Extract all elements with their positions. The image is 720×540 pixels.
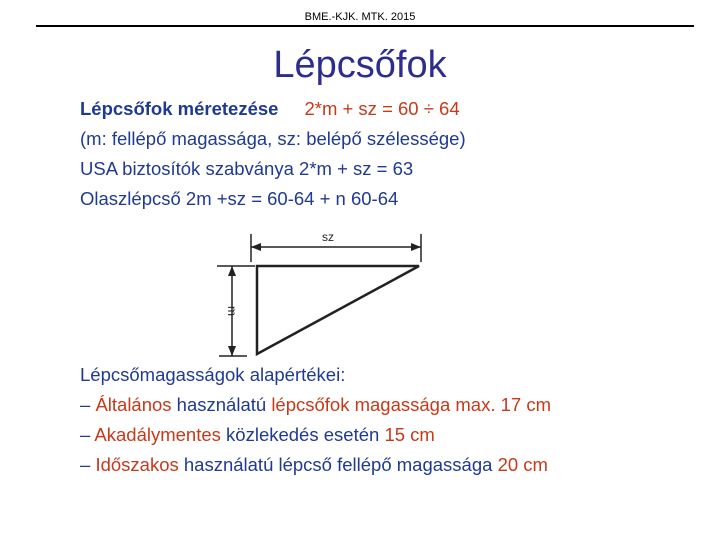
intro-heading: Lépcsőfok méretezése	[80, 98, 279, 119]
slide-title: Lépcsőfok	[273, 44, 447, 86]
m-label: m	[225, 306, 239, 316]
intro-line-4: Olaszlépcső 2m +sz = 60-64 + n 60-64	[80, 188, 399, 209]
step-triangle	[257, 266, 419, 354]
intro-line-3: USA biztosítók szabványa 2*m + sz = 63	[80, 158, 414, 179]
list-item: – Időszakos használatú lépcső fellépő magassága 20 cm	[80, 454, 548, 475]
intro-line-1	[80, 94, 466, 124]
slide-header: BME.-KJK. MTK. 2015	[304, 11, 416, 23]
m-arrow-bottom	[228, 346, 236, 356]
list-item: – Akadálymentes közlekedés esetén 15 cm	[80, 424, 435, 445]
header-rule	[36, 25, 694, 27]
defaults-block	[80, 360, 551, 480]
intro-formula: 2*m + sz = 60 ÷ 64	[304, 98, 460, 119]
defaults-heading: Lépcsőmagasságok alapértékei:	[80, 364, 346, 385]
sz-arrow-right	[411, 243, 421, 251]
sz-label: sz	[322, 230, 334, 244]
sz-arrow-left	[251, 243, 261, 251]
list-item: – Általános használatú lépcsőfok magassága max. 17 cm	[80, 394, 551, 415]
intro-block	[80, 94, 466, 214]
intro-line-2: (m: fellépő magassága, sz: belépő szélessége)	[80, 128, 466, 149]
m-arrow-top	[228, 266, 236, 276]
step-diagram	[207, 222, 437, 360]
